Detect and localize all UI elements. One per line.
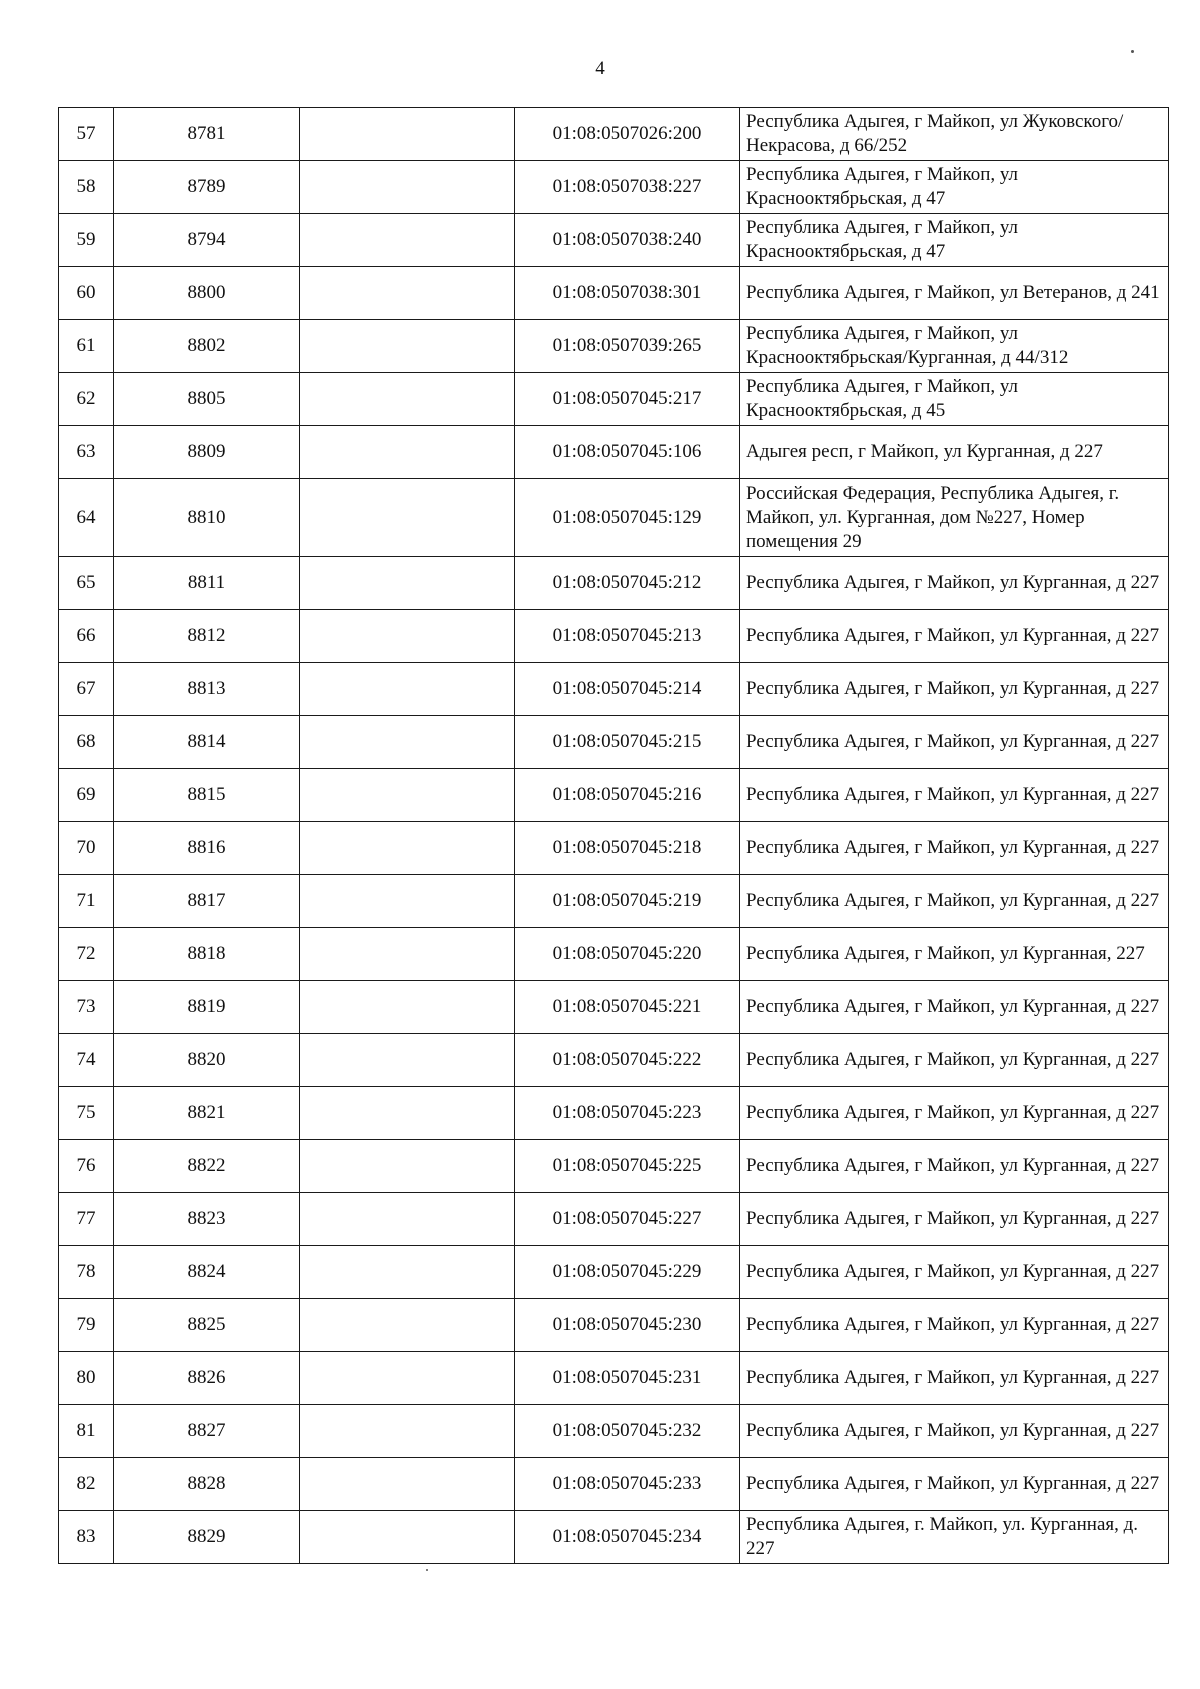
registry-number-cell: 8805 [114, 373, 300, 426]
empty-cell [300, 1352, 515, 1405]
table-row [59, 1193, 1169, 1246]
registry-number-cell: 8820 [114, 1034, 300, 1087]
registry-number-cell: 8822 [114, 1140, 300, 1193]
row-number-cell: 81 [59, 1405, 114, 1458]
row-number-cell: 74 [59, 1034, 114, 1087]
cadastral-number-cell: 01:08:0507045:220 [515, 928, 740, 981]
registry-table [58, 107, 1169, 1564]
row-number-cell: 79 [59, 1299, 114, 1352]
address-cell: Республика Адыгея, г Майкоп, ул Курганная, д 227 [740, 1087, 1169, 1140]
row-number-cell: 78 [59, 1246, 114, 1299]
empty-cell [300, 161, 515, 214]
scan-speck [1131, 50, 1134, 53]
registry-number-cell: 8817 [114, 875, 300, 928]
row-number-cell: 66 [59, 610, 114, 663]
table-row [59, 981, 1169, 1034]
empty-cell [300, 1511, 515, 1564]
row-number-cell: 62 [59, 373, 114, 426]
registry-number-cell: 8800 [114, 267, 300, 320]
address-cell: Республика Адыгея, г Майкоп, ул Краснооктябрьская, д 47 [740, 214, 1169, 267]
cadastral-number-cell: 01:08:0507045:213 [515, 610, 740, 663]
address-cell: Республика Адыгея, г Майкоп, ул Курганная, д 227 [740, 769, 1169, 822]
cadastral-number-cell: 01:08:0507045:227 [515, 1193, 740, 1246]
registry-number-cell: 8821 [114, 1087, 300, 1140]
cadastral-number-cell: 01:08:0507026:200 [515, 108, 740, 161]
row-number-cell: 58 [59, 161, 114, 214]
empty-cell [300, 426, 515, 479]
row-number-cell: 67 [59, 663, 114, 716]
address-cell: Российская Федерация, Республика Адыгея, г. Майкоп, ул. Курганная, дом №227, Номер помещения 29 [740, 479, 1169, 557]
empty-cell [300, 1246, 515, 1299]
registry-number-cell: 8818 [114, 928, 300, 981]
address-cell: Адыгея респ, г Майкоп, ул Курганная, д 227 [740, 426, 1169, 479]
cadastral-number-cell: 01:08:0507045:223 [515, 1087, 740, 1140]
address-cell: Республика Адыгея, г Майкоп, ул Курганная, д 227 [740, 1405, 1169, 1458]
empty-cell [300, 1458, 515, 1511]
registry-number-cell: 8819 [114, 981, 300, 1034]
address-cell: Республика Адыгея, г Майкоп, ул Курганная, д 227 [740, 822, 1169, 875]
table-body [59, 108, 1169, 1564]
address-cell: Республика Адыгея, г Майкоп, ул Краснооктябрьская, д 47 [740, 161, 1169, 214]
empty-cell [300, 981, 515, 1034]
row-number-cell: 63 [59, 426, 114, 479]
table-row [59, 214, 1169, 267]
row-number-cell: 77 [59, 1193, 114, 1246]
cadastral-number-cell: 01:08:0507045:217 [515, 373, 740, 426]
address-cell: Республика Адыгея, г Майкоп, ул Курганная, д 227 [740, 1299, 1169, 1352]
row-number-cell: 64 [59, 479, 114, 557]
cadastral-number-cell: 01:08:0507038:240 [515, 214, 740, 267]
row-number-cell: 73 [59, 981, 114, 1034]
table-row [59, 610, 1169, 663]
table-row [59, 928, 1169, 981]
address-cell: Республика Адыгея, г Майкоп, ул Курганная, д 227 [740, 610, 1169, 663]
registry-number-cell: 8789 [114, 161, 300, 214]
empty-cell [300, 610, 515, 663]
address-cell: Республика Адыгея, г Майкоп, ул Курганная, д 227 [740, 663, 1169, 716]
registry-number-cell: 8813 [114, 663, 300, 716]
row-number-cell: 59 [59, 214, 114, 267]
address-cell: Республика Адыгея, г Майкоп, ул Курганная, д 227 [740, 716, 1169, 769]
row-number-cell: 68 [59, 716, 114, 769]
row-number-cell: 83 [59, 1511, 114, 1564]
row-number-cell: 70 [59, 822, 114, 875]
empty-cell [300, 1034, 515, 1087]
cadastral-number-cell: 01:08:0507045:221 [515, 981, 740, 1034]
table-row [59, 557, 1169, 610]
address-cell: Республика Адыгея, г Майкоп, ул Курганная, д 227 [740, 1352, 1169, 1405]
registry-number-cell: 8829 [114, 1511, 300, 1564]
table-row [59, 1246, 1169, 1299]
address-cell: Республика Адыгея, г Майкоп, ул Курганная, 227 [740, 928, 1169, 981]
registry-number-cell: 8802 [114, 320, 300, 373]
registry-number-cell: 8825 [114, 1299, 300, 1352]
cadastral-number-cell: 01:08:0507045:216 [515, 769, 740, 822]
empty-cell [300, 716, 515, 769]
table-row [59, 1511, 1169, 1564]
empty-cell [300, 1405, 515, 1458]
table-row [59, 1405, 1169, 1458]
empty-cell [300, 1087, 515, 1140]
cadastral-number-cell: 01:08:0507045:231 [515, 1352, 740, 1405]
registry-number-cell: 8815 [114, 769, 300, 822]
address-cell: Республика Адыгея, г. Майкоп, ул. Курганная, д. 227 [740, 1511, 1169, 1564]
row-number-cell: 57 [59, 108, 114, 161]
row-number-cell: 71 [59, 875, 114, 928]
row-number-cell: 60 [59, 267, 114, 320]
table-row [59, 716, 1169, 769]
table-row [59, 875, 1169, 928]
table-row [59, 320, 1169, 373]
empty-cell [300, 769, 515, 822]
registry-number-cell: 8811 [114, 557, 300, 610]
registry-number-cell: 8828 [114, 1458, 300, 1511]
cadastral-number-cell: 01:08:0507045:106 [515, 426, 740, 479]
table-row [59, 1140, 1169, 1193]
registry-number-cell: 8810 [114, 479, 300, 557]
empty-cell [300, 267, 515, 320]
empty-cell [300, 663, 515, 716]
registry-number-cell: 8812 [114, 610, 300, 663]
empty-cell [300, 320, 515, 373]
registry-number-cell: 8781 [114, 108, 300, 161]
table-row [59, 479, 1169, 557]
address-cell: Республика Адыгея, г Майкоп, ул Курганная, д 227 [740, 981, 1169, 1034]
table-row [59, 426, 1169, 479]
cadastral-number-cell: 01:08:0507045:222 [515, 1034, 740, 1087]
empty-cell [300, 875, 515, 928]
cadastral-number-cell: 01:08:0507045:129 [515, 479, 740, 557]
cadastral-number-cell: 01:08:0507045:234 [515, 1511, 740, 1564]
address-cell: Республика Адыгея, г Майкоп, ул Курганная, д 227 [740, 875, 1169, 928]
table-row [59, 161, 1169, 214]
cadastral-number-cell: 01:08:0507045:232 [515, 1405, 740, 1458]
table-row [59, 267, 1169, 320]
cadastral-number-cell: 01:08:0507045:230 [515, 1299, 740, 1352]
address-cell: Республика Адыгея, г Майкоп, ул Курганная, д 227 [740, 1034, 1169, 1087]
empty-cell [300, 214, 515, 267]
empty-cell [300, 1140, 515, 1193]
registry-number-cell: 8827 [114, 1405, 300, 1458]
page-number: 4 [595, 58, 605, 79]
address-cell: Республика Адыгея, г Майкоп, ул Краснооктябрьская/Курганная, д 44/312 [740, 320, 1169, 373]
row-number-cell: 75 [59, 1087, 114, 1140]
cadastral-number-cell: 01:08:0507045:225 [515, 1140, 740, 1193]
registry-number-cell: 8826 [114, 1352, 300, 1405]
empty-cell [300, 557, 515, 610]
table-row [59, 1299, 1169, 1352]
row-number-cell: 76 [59, 1140, 114, 1193]
cadastral-number-cell: 01:08:0507045:229 [515, 1246, 740, 1299]
cadastral-number-cell: 01:08:0507039:265 [515, 320, 740, 373]
cadastral-number-cell: 01:08:0507038:301 [515, 267, 740, 320]
registry-number-cell: 8823 [114, 1193, 300, 1246]
row-number-cell: 65 [59, 557, 114, 610]
address-cell: Республика Адыгея, г Майкоп, ул Курганная, д 227 [740, 1458, 1169, 1511]
address-cell: Республика Адыгея, г Майкоп, ул Краснооктябрьская, д 45 [740, 373, 1169, 426]
table-row [59, 1034, 1169, 1087]
empty-cell [300, 373, 515, 426]
registry-number-cell: 8816 [114, 822, 300, 875]
address-cell: Республика Адыгея, г Майкоп, ул Жуковского/Некрасова, д 66/252 [740, 108, 1169, 161]
cadastral-number-cell: 01:08:0507045:215 [515, 716, 740, 769]
address-cell: Республика Адыгея, г Майкоп, ул Курганная, д 227 [740, 1193, 1169, 1246]
registry-number-cell: 8814 [114, 716, 300, 769]
empty-cell [300, 1193, 515, 1246]
cadastral-number-cell: 01:08:0507045:218 [515, 822, 740, 875]
table-row [59, 822, 1169, 875]
empty-cell [300, 1299, 515, 1352]
address-cell: Республика Адыгея, г Майкоп, ул Ветеранов, д 241 [740, 267, 1169, 320]
empty-cell [300, 822, 515, 875]
table-row [59, 1352, 1169, 1405]
address-cell: Республика Адыгея, г Майкоп, ул Курганная, д 227 [740, 1140, 1169, 1193]
row-number-cell: 72 [59, 928, 114, 981]
table-row [59, 108, 1169, 161]
registry-number-cell: 8809 [114, 426, 300, 479]
empty-cell [300, 108, 515, 161]
table-row [59, 373, 1169, 426]
cadastral-number-cell: 01:08:0507045:219 [515, 875, 740, 928]
cadastral-number-cell: 01:08:0507045:214 [515, 663, 740, 716]
row-number-cell: 61 [59, 320, 114, 373]
address-cell: Республика Адыгея, г Майкоп, ул Курганная, д 227 [740, 557, 1169, 610]
address-cell: Республика Адыгея, г Майкоп, ул Курганная, д 227 [740, 1246, 1169, 1299]
registry-number-cell: 8794 [114, 214, 300, 267]
cadastral-number-cell: 01:08:0507045:212 [515, 557, 740, 610]
cadastral-number-cell: 01:08:0507045:233 [515, 1458, 740, 1511]
row-number-cell: 80 [59, 1352, 114, 1405]
table-row [59, 1458, 1169, 1511]
row-number-cell: 69 [59, 769, 114, 822]
scan-speck [426, 1569, 428, 1571]
empty-cell [300, 479, 515, 557]
table-row [59, 1087, 1169, 1140]
table-row [59, 663, 1169, 716]
registry-number-cell: 8824 [114, 1246, 300, 1299]
empty-cell [300, 928, 515, 981]
table-row [59, 769, 1169, 822]
cadastral-number-cell: 01:08:0507038:227 [515, 161, 740, 214]
row-number-cell: 82 [59, 1458, 114, 1511]
